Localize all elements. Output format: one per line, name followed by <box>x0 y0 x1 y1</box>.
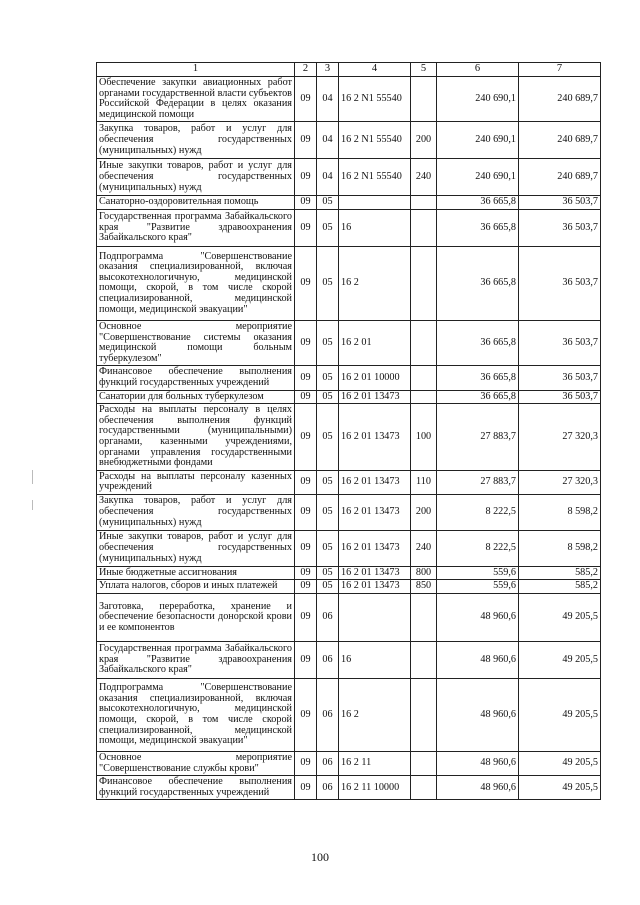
table-row <box>97 209 601 246</box>
amount-cell: 48 960,6 <box>437 752 519 776</box>
row-name-cell: Государственная программа Забайкальского края "Развитие здравоохранения Забайкальского края" <box>97 642 295 679</box>
amount-executed-cell: 8 598,2 <box>519 530 601 566</box>
row-name-cell: Иные бюджетные ассигнования <box>97 566 295 580</box>
column-header: 2 <box>295 63 317 77</box>
amount-cell: 36 665,8 <box>437 390 519 404</box>
section-code-cell: 09 <box>295 366 317 390</box>
section-code-cell: 09 <box>295 77 317 122</box>
amount-executed-cell: 36 503,7 <box>519 366 601 390</box>
row-name-cell: Иные закупки товаров, работ и услуг для обеспечения государственных (муниципальных) нужд <box>97 530 295 566</box>
amount-cell: 36 665,8 <box>437 320 519 365</box>
expense-type-cell: 240 <box>411 530 437 566</box>
table-row <box>97 390 601 404</box>
amount-cell: 48 960,6 <box>437 642 519 679</box>
target-article-cell: 16 2 <box>339 679 411 752</box>
subsection-code-cell: 04 <box>317 77 339 122</box>
table-row <box>97 752 601 776</box>
table-body <box>97 77 601 800</box>
table-row <box>97 196 601 210</box>
section-code-cell: 09 <box>295 196 317 210</box>
table-row <box>97 320 601 365</box>
section-code-cell: 09 <box>295 320 317 365</box>
section-code-cell: 09 <box>295 209 317 246</box>
amount-executed-cell: 585,2 <box>519 566 601 580</box>
expense-type-cell <box>411 679 437 752</box>
table-row <box>97 594 601 642</box>
amount-cell: 27 883,7 <box>437 404 519 471</box>
subsection-code-cell: 05 <box>317 404 339 471</box>
table-row <box>97 77 601 122</box>
row-name-cell: Расходы на выплаты персоналу в целях обеспечения выполнения функций государственными (муниципальными) органами, казенными учреждениями, органами управления государственными внебюджетными фондами <box>97 404 295 471</box>
amount-cell: 36 665,8 <box>437 196 519 210</box>
row-name-cell: Закупка товаров, работ и услуг для обеспечения государственных (муниципальных) нужд <box>97 494 295 530</box>
amount-executed-cell: 240 689,7 <box>519 77 601 122</box>
subsection-code-cell: 05 <box>317 580 339 594</box>
amount-cell: 36 665,8 <box>437 246 519 320</box>
amount-cell: 48 960,6 <box>437 594 519 642</box>
section-code-cell: 09 <box>295 246 317 320</box>
expense-type-cell <box>411 642 437 679</box>
row-name-cell: Санатории для больных туберкулезом <box>97 390 295 404</box>
subsection-code-cell: 05 <box>317 470 339 494</box>
subsection-code-cell: 06 <box>317 776 339 800</box>
subsection-code-cell: 06 <box>317 642 339 679</box>
amount-cell: 240 690,1 <box>437 159 519 196</box>
table-row <box>97 580 601 594</box>
expense-type-cell: 200 <box>411 494 437 530</box>
amount-cell: 36 665,8 <box>437 366 519 390</box>
expense-type-cell <box>411 246 437 320</box>
table-row <box>97 159 601 196</box>
amount-cell: 48 960,6 <box>437 776 519 800</box>
subsection-code-cell: 05 <box>317 196 339 210</box>
section-code-cell: 09 <box>295 494 317 530</box>
amount-executed-cell: 27 320,3 <box>519 470 601 494</box>
target-article-cell: 16 <box>339 642 411 679</box>
subsection-code-cell: 06 <box>317 679 339 752</box>
expense-type-cell <box>411 594 437 642</box>
amount-executed-cell: 585,2 <box>519 580 601 594</box>
target-article-cell: 16 2 01 13473 <box>339 494 411 530</box>
table-row <box>97 494 601 530</box>
margin-mark <box>32 470 33 484</box>
amount-cell: 48 960,6 <box>437 679 519 752</box>
budget-table <box>96 62 601 800</box>
row-name-cell: Финансовое обеспечение выполнения функций государственных учреждений <box>97 776 295 800</box>
page-number: 100 <box>311 850 329 864</box>
row-name-cell: Подпрограмма "Совершенствование оказания специализированной, включая высокотехнологичную, медицинской помощи, скорой, в том числе скорой специализированной, медицинской помощи, медицинской эвакуации" <box>97 679 295 752</box>
row-name-cell: Заготовка, переработка, хранение и обеспечение безопасности донорской крови и ее компонентов <box>97 594 295 642</box>
section-code-cell: 09 <box>295 390 317 404</box>
expense-type-cell: 110 <box>411 470 437 494</box>
row-name-cell: Закупка товаров, работ и услуг для обеспечения государственных (муниципальных) нужд <box>97 122 295 159</box>
expense-type-cell: 800 <box>411 566 437 580</box>
target-article-cell: 16 2 11 <box>339 752 411 776</box>
expense-type-cell <box>411 209 437 246</box>
subsection-code-cell: 04 <box>317 159 339 196</box>
target-article-cell: 16 2 01 13473 <box>339 470 411 494</box>
amount-executed-cell: 36 503,7 <box>519 209 601 246</box>
target-article-cell: 16 2 01 10000 <box>339 366 411 390</box>
subsection-code-cell: 05 <box>317 390 339 404</box>
target-article-cell: 16 2 N1 55540 <box>339 159 411 196</box>
section-code-cell: 09 <box>295 404 317 471</box>
amount-executed-cell: 49 205,5 <box>519 594 601 642</box>
header-row <box>97 63 601 77</box>
section-code-cell: 09 <box>295 594 317 642</box>
subsection-code-cell: 05 <box>317 530 339 566</box>
row-name-cell: Основное мероприятие "Совершенствование службы крови" <box>97 752 295 776</box>
target-article-cell: 16 2 01 13473 <box>339 580 411 594</box>
target-article-cell: 16 2 N1 55540 <box>339 77 411 122</box>
row-name-cell: Подпрограмма "Совершенствование оказания специализированной, включая высокотехнологичную, медицинской помощи, скорой, в том числе скорой специализированной, медицинской помощи, медицинской эвакуации" <box>97 246 295 320</box>
amount-cell: 36 665,8 <box>437 209 519 246</box>
amount-executed-cell: 36 503,7 <box>519 320 601 365</box>
target-article-cell: 16 <box>339 209 411 246</box>
amount-cell: 8 222,5 <box>437 530 519 566</box>
amount-cell: 559,6 <box>437 580 519 594</box>
target-article-cell: 16 2 01 13473 <box>339 390 411 404</box>
amount-executed-cell: 49 205,5 <box>519 642 601 679</box>
row-name-cell: Санаторно-оздоровительная помощь <box>97 196 295 210</box>
target-article-cell: 16 2 01 13473 <box>339 566 411 580</box>
target-article-cell: 16 2 N1 55540 <box>339 122 411 159</box>
subsection-code-cell: 05 <box>317 566 339 580</box>
table-row <box>97 122 601 159</box>
amount-cell: 27 883,7 <box>437 470 519 494</box>
subsection-code-cell: 05 <box>317 320 339 365</box>
margin-mark <box>32 500 33 510</box>
subsection-code-cell: 05 <box>317 246 339 320</box>
subsection-code-cell: 06 <box>317 594 339 642</box>
row-name-cell: Расходы на выплаты персоналу казенных учреждений <box>97 470 295 494</box>
target-article-cell: 16 2 <box>339 246 411 320</box>
expense-type-cell <box>411 196 437 210</box>
row-name-cell: Государственная программа Забайкальского края "Развитие здравоохранения Забайкальского края" <box>97 209 295 246</box>
column-header: 5 <box>411 63 437 77</box>
expense-type-cell <box>411 390 437 404</box>
section-code-cell: 09 <box>295 776 317 800</box>
amount-executed-cell: 8 598,2 <box>519 494 601 530</box>
table-row <box>97 366 601 390</box>
target-article-cell <box>339 196 411 210</box>
table-row <box>97 566 601 580</box>
section-code-cell: 09 <box>295 752 317 776</box>
target-article-cell: 16 2 01 13473 <box>339 530 411 566</box>
subsection-code-cell: 04 <box>317 122 339 159</box>
row-name-cell: Иные закупки товаров, работ и услуг для обеспечения государственных (муниципальных) нужд <box>97 159 295 196</box>
target-article-cell: 16 2 01 13473 <box>339 404 411 471</box>
column-header: 6 <box>437 63 519 77</box>
subsection-code-cell: 06 <box>317 752 339 776</box>
amount-executed-cell: 49 205,5 <box>519 679 601 752</box>
row-name-cell: Финансовое обеспечение выполнения функций государственных учреждений <box>97 366 295 390</box>
section-code-cell: 09 <box>295 642 317 679</box>
row-name-cell: Основное мероприятие "Совершенствование системы оказания медицинской помощи больным туберкулезом" <box>97 320 295 365</box>
table-row <box>97 776 601 800</box>
section-code-cell: 09 <box>295 580 317 594</box>
expense-type-cell <box>411 776 437 800</box>
row-name-cell: Обеспечение закупки авиационных работ органами государственной власти субъектов Российской Федерации в целях оказания медицинской помощи <box>97 77 295 122</box>
table-row <box>97 530 601 566</box>
section-code-cell: 09 <box>295 530 317 566</box>
table-row <box>97 679 601 752</box>
table-row <box>97 642 601 679</box>
subsection-code-cell: 05 <box>317 366 339 390</box>
amount-executed-cell: 36 503,7 <box>519 246 601 320</box>
subsection-code-cell: 05 <box>317 494 339 530</box>
expense-type-cell: 850 <box>411 580 437 594</box>
expense-type-cell: 100 <box>411 404 437 471</box>
amount-executed-cell: 49 205,5 <box>519 776 601 800</box>
column-header: 1 <box>97 63 295 77</box>
amount-cell: 240 690,1 <box>437 77 519 122</box>
amount-cell: 559,6 <box>437 566 519 580</box>
amount-cell: 8 222,5 <box>437 494 519 530</box>
amount-executed-cell: 240 689,7 <box>519 122 601 159</box>
expense-type-cell <box>411 77 437 122</box>
amount-executed-cell: 36 503,7 <box>519 390 601 404</box>
section-code-cell: 09 <box>295 159 317 196</box>
table-row <box>97 246 601 320</box>
table-row <box>97 470 601 494</box>
amount-executed-cell: 49 205,5 <box>519 752 601 776</box>
expense-type-cell <box>411 320 437 365</box>
column-header: 7 <box>519 63 601 77</box>
expense-type-cell <box>411 366 437 390</box>
table-row <box>97 404 601 471</box>
section-code-cell: 09 <box>295 470 317 494</box>
expense-type-cell: 200 <box>411 122 437 159</box>
amount-executed-cell: 240 689,7 <box>519 159 601 196</box>
target-article-cell: 16 2 11 10000 <box>339 776 411 800</box>
row-name-cell: Уплата налогов, сборов и иных платежей <box>97 580 295 594</box>
section-code-cell: 09 <box>295 122 317 159</box>
column-header: 4 <box>339 63 411 77</box>
amount-cell: 240 690,1 <box>437 122 519 159</box>
target-article-cell: 16 2 01 <box>339 320 411 365</box>
column-header: 3 <box>317 63 339 77</box>
expense-type-cell <box>411 752 437 776</box>
section-code-cell: 09 <box>295 679 317 752</box>
expense-type-cell: 240 <box>411 159 437 196</box>
subsection-code-cell: 05 <box>317 209 339 246</box>
amount-executed-cell: 27 320,3 <box>519 404 601 471</box>
amount-executed-cell: 36 503,7 <box>519 196 601 210</box>
target-article-cell <box>339 594 411 642</box>
section-code-cell: 09 <box>295 566 317 580</box>
